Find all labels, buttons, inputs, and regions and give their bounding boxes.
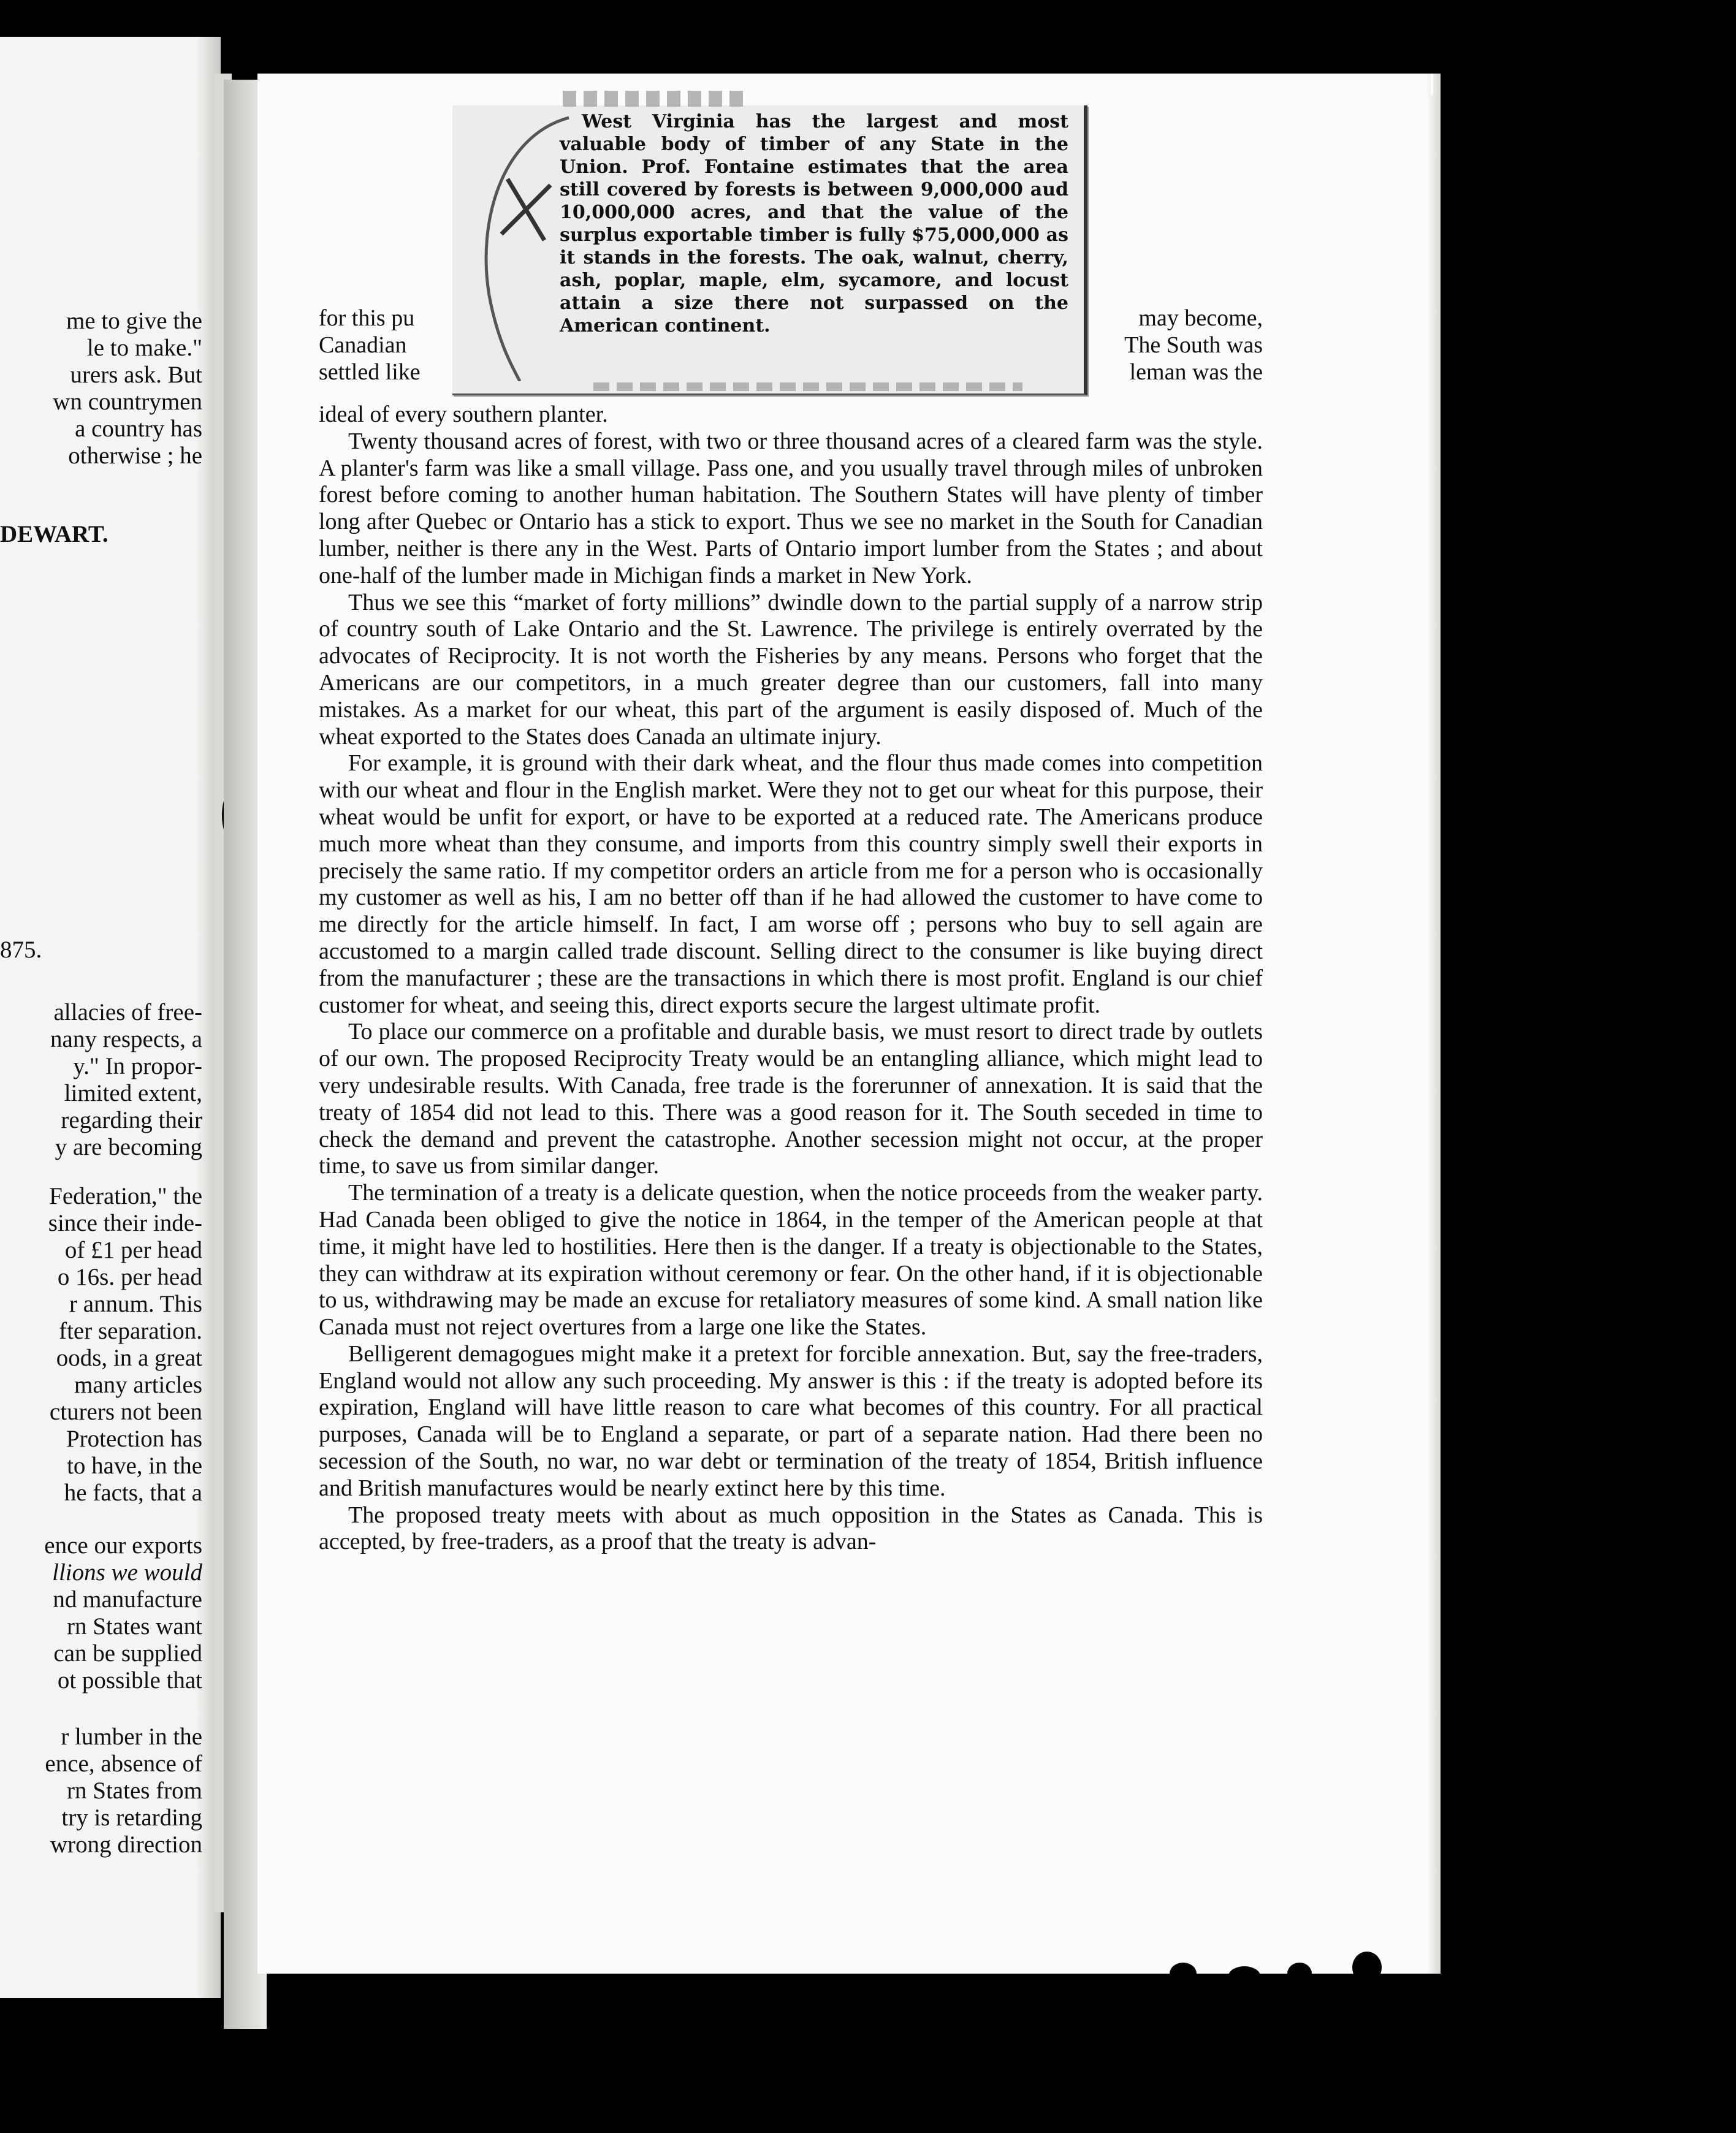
left-fragment: cturers not been <box>49 1399 202 1425</box>
left-fragment: y are becoming <box>55 1134 202 1160</box>
left-fragment: a country has <box>75 416 202 442</box>
left-fragment: otherwise ; he <box>68 443 202 469</box>
clipping-paragraph: West Virginia has the largest and most valuable body of timber of any State in the Union. Prof. Fontaine estimates that the area still covered by forests is between 9,000,000 aud 10,000,000 acres, and that the value of the surplus exportable timber is fully $75,000,000 as it stands in the forests. The oak, walnut, cherry, ash, poplar, maple, elm, sycamore, and locust attain a size there not surpassed on the American continent. <box>560 111 1068 336</box>
left-page <box>0 37 221 1998</box>
paragraph: ideal of every southern planter. <box>319 401 608 427</box>
left-fragment: try is retarding <box>61 1804 202 1831</box>
page-edge <box>1427 74 1441 1974</box>
clipping-text <box>560 110 1068 337</box>
torn-text-remnant <box>593 382 1022 391</box>
paragraph: Thus we see this “market of forty millions” dwindle down to the partial supply of a narrow strip of country south of Lake Ontario and the St. Lawrence. The privilege is entirely overrated by the advocates of Reciprocity. It is not worth the Fisheries by any means. Persons who forget that the Americans are our competitors, in a much greater degree than our customers, fall into many mistakes. As a market for our wheat, this part of the argument is easily disposed of. Much of the wheat exported to the States does Canada an ultimate injury. <box>319 589 1263 750</box>
left-fragment: ence, absence of <box>45 1751 202 1777</box>
left-fragment: he facts, that a <box>64 1480 202 1506</box>
corner-mark <box>1431 74 1433 96</box>
left-signature: DEWART. <box>0 521 108 547</box>
top-fragment: settled like <box>319 359 421 385</box>
left-fragment: y." In propor- <box>73 1053 202 1079</box>
top-fragment: The South was <box>1124 332 1263 358</box>
left-fragment: fter separation. <box>59 1318 202 1344</box>
left-fragment: of £1 per head <box>64 1237 202 1263</box>
left-fragment: nany respects, a <box>50 1026 202 1052</box>
left-fragment: Protection has <box>66 1426 202 1452</box>
paragraph: For example, it is ground with their dark wheat, and the flour thus made comes into competition with our wheat and flour in the English market. Were they not to get our wheat for this purpose, their wheat would be unfit for export, or have to be exported at a reduced rate. The Americans produce much more wheat than they consume, and imports from this country simply swell their exports in precisely the same ratio. If my competitor orders an article from me for a person who is occasionally my customer as well as his, I am no better off than if he had allowed the customer to have come to me directly for the article himself. In fact, I am worse off ; persons who buy to sell again are accustomed to a margin called trade discount. Selling direct to the consumer is like buying direct from the manufacturer ; these are the transactions in which there is most profit. England is our chief customer for wheat, and seeing this, direct exports secure the largest ultimate profit. <box>319 750 1263 1018</box>
left-fragment: oods, in a great <box>56 1345 202 1371</box>
left-fragment: o 16s. per head <box>57 1264 202 1290</box>
left-fragment: wrong direction <box>50 1831 202 1858</box>
left-fragment: regarding their <box>61 1107 202 1133</box>
paragraph: Belligerent demagogues might make it a pretext for forcible annexation. But, say the free-traders, England would not allow any such proceeding. My answer is this : if the treaty is adopted before its expiration, England will have little reason to care what becomes of this country. For all practical purposes, Canada will be to England a separate, or part of a separate nation. Had there been no secession of the South, no war, no war debt or termination of the treaty of 1854, British influence and British manufactures would be nearly extinct here by this time. <box>319 1340 1263 1501</box>
left-fragment: Federation," the <box>49 1183 202 1209</box>
left-fragment: r annum. This <box>69 1291 202 1317</box>
left-fragment: many articles <box>74 1372 202 1398</box>
left-fragment: llions we would <box>52 1559 202 1586</box>
article-body <box>319 401 1263 1556</box>
paragraph: The termination of a treaty is a delicate question, when the notice proceeds from the weaker party. Had Canada been obliged to give the notice in 1864, in the temper of the American people at that time, it might have led to hostilities. Here then is the danger. If a treaty is objectionable to the States, they can withdraw at its expiration without ceremony or fear. On the other hand, if it is objectionable to us, withdrawing may be made an excuse for retaliatory measures of some kind. A small nation like Canada must not reject overtures from a large one like the States. <box>319 1180 1263 1340</box>
left-fragment: can be supplied <box>53 1640 202 1667</box>
paragraph: To place our commerce on a profitable and durable basis, we must resort to direct trade by outlets of our own. The proposed Reciprocity Treaty would be an entangling alliance, which might lead to very undesirable results. With Canada, free trade is the forerunner of annexation. It is said that the treaty of 1854 did not lead to this. There was a good reason for it. The South seceded in time to check the demand and prevent the catastrophe. Another secession might not occur, at the proper time, to save us from similar danger. <box>319 1019 1263 1179</box>
left-fragment: me to give the <box>66 308 202 334</box>
left-fragment: rn States want <box>67 1613 202 1640</box>
paragraph: Twenty thousand acres of forest, with two or three thousand acres of a cleared farm was the style. A planter's farm was like a small village. Pass one, and you usually travel through miles of unbroken forest before coming to another human habitation. The Southern States will have plenty of timber long after Quebec or Ontario has a stick to export. Thus we see no market in the South for Canadian lumber, neither is there any in the West. Parts of Ontario import lumber from the States ; and about one-half of the lumber made in Michigan finds a market in New York. <box>319 428 1263 588</box>
top-fragment: for this pu <box>319 305 415 331</box>
left-year: 875. <box>0 937 42 963</box>
left-fragment: allacies of free- <box>53 999 202 1025</box>
paragraph: The proposed treaty meets with about as much opposition in the States as Canada. This is accepted, by free-traders, as a proof that the treaty is advan- <box>319 1502 1263 1555</box>
left-fragment: to have, in the <box>67 1453 202 1479</box>
top-fragment: may become, <box>1138 305 1263 331</box>
pencil-x-mark <box>489 161 563 259</box>
left-fragment: rn States from <box>67 1778 202 1804</box>
left-fragment: ence our exports <box>44 1532 202 1559</box>
left-fragment: limited extent, <box>64 1080 202 1106</box>
top-fragment: leman was the <box>1129 359 1263 385</box>
page-damage-marks <box>1165 1949 1398 1986</box>
left-fragment: r lumber in the <box>61 1724 202 1750</box>
left-fragment: wn countrymen <box>53 389 202 415</box>
left-fragment: urers ask. But <box>70 362 202 388</box>
top-fragment: Canadian <box>319 332 407 358</box>
left-fragment: le to make." <box>86 335 202 361</box>
newspaper-clipping <box>452 105 1087 395</box>
left-fragment: nd manufacture <box>53 1586 202 1613</box>
left-fragment: since their inde- <box>48 1210 202 1236</box>
torn-text-remnant <box>563 91 747 107</box>
left-fragment: ot possible that <box>57 1667 202 1694</box>
